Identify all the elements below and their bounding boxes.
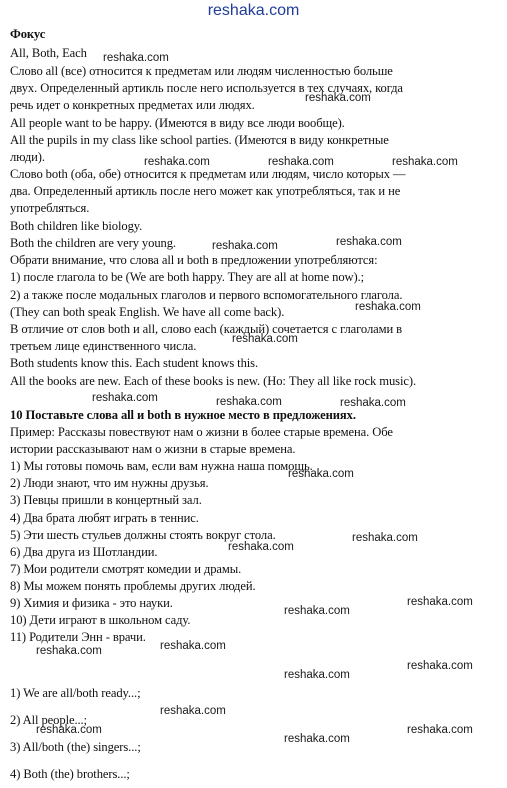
watermark-text: reshaka.com	[160, 705, 226, 717]
exercise-item: 9) Химия и физика - это науки.	[10, 596, 173, 610]
focus-line: (They can both speak English. We have all come back).	[10, 305, 285, 319]
focus-line: речь идет о конкретных предметах или людях.	[10, 98, 255, 112]
exercise-item: 10) Дети играют в школьном саду.	[10, 613, 191, 627]
watermark-text: reshaka.com	[144, 156, 210, 168]
answer-line: 3) All/both (the) singers...;	[10, 740, 141, 754]
exercise-item: 4) Два брата любят играть в теннис.	[10, 511, 199, 525]
answer-line: 4) Both (the) brothers...;	[10, 767, 130, 781]
focus-line: Обрати внимание, что слова all и both в предложении употребляются:	[10, 253, 378, 267]
watermark-text: reshaka.com	[216, 396, 282, 408]
focus-line: Both the children are very young.	[10, 236, 176, 250]
watermark-text: reshaka.com	[392, 156, 458, 168]
focus-line: 2) а также после модальных глаголов и первого вспомогательного глагола.	[10, 288, 403, 302]
exercise-example: Пример: Рассказы повествуют нам о жизни в более старые времена. Обе	[10, 425, 393, 439]
focus-line: 1) после глагола to be (We are both happy. They are all at home now).;	[10, 270, 365, 284]
watermark-text: reshaka.com	[305, 92, 371, 104]
watermark-text: reshaka.com	[160, 640, 226, 652]
focus-line: люди).	[10, 150, 45, 164]
exercise-item: 8) Мы можем понять проблемы других людей.	[10, 579, 256, 593]
watermark-text: reshaka.com	[92, 392, 158, 404]
focus-line: В отличие от слов both и all, слово each (каждый) сочетается с глаголами в	[10, 322, 403, 336]
focus-line: два. Определенный артикль после него может как употребляться, так и не	[10, 184, 401, 198]
watermark-text: reshaka.com	[268, 156, 334, 168]
focus-line: употребляться.	[10, 201, 90, 215]
focus-line: Both children like biology.	[10, 219, 143, 233]
watermark-text: reshaka.com	[36, 724, 102, 736]
watermark-text: reshaka.com	[340, 397, 406, 409]
watermark-text: reshaka.com	[407, 596, 473, 608]
focus-line: All people want to be happy. (Имеются в виду все люди вообще).	[10, 116, 345, 130]
watermark-text: reshaka.com	[284, 669, 350, 681]
watermark-text: reshaka.com	[355, 301, 421, 313]
focus-heading: Фокус	[10, 27, 46, 41]
exercise-item: 2) Люди знают, что им нужны друзья.	[10, 476, 209, 490]
watermark-text: reshaka.com	[352, 532, 418, 544]
exercise-item: 11) Родители Энн - врачи.	[10, 630, 146, 644]
watermark-text: reshaka.com	[212, 240, 278, 252]
site-watermark-top[interactable]: reshaka.com	[207, 2, 300, 19]
focus-subtitle: All, Both, Each	[10, 46, 87, 60]
watermark-text: reshaka.com	[407, 724, 473, 736]
watermark-text: reshaka.com	[284, 733, 350, 745]
watermark-text: reshaka.com	[36, 645, 102, 657]
exercise-example: истории рассказывают нам о жизни в старые времена.	[10, 442, 296, 456]
answer-line: 2) All people...;	[10, 713, 87, 727]
focus-line: Слово both (оба, обе) относится к предметам или людям, число которых —	[10, 167, 406, 181]
exercise-item: 6) Два друга из Шотландии.	[10, 545, 158, 559]
watermark-text: reshaka.com	[284, 605, 350, 617]
exercise-title: 10 Поставьте слова all и both в нужное место в предложениях.	[10, 408, 356, 422]
watermark-text: reshaka.com	[407, 660, 473, 672]
exercise-item: 1) Мы готовы помочь вам, если вам нужна наша помощь.	[10, 459, 313, 473]
focus-line: All the pupils in my class like school parties. (Имеются в виду конкретные	[10, 133, 389, 147]
focus-line: All the books are new. Each of these books is new. (Но: They all like rock music).	[10, 374, 416, 388]
watermark-text: reshaka.com	[228, 541, 294, 553]
focus-line: третьем лице единственного числа.	[10, 339, 197, 353]
focus-line: Слово all (все) относится к предметам или людям численностью больше	[10, 64, 393, 78]
exercise-item: 7) Мои родители смотрят комедии и драмы.	[10, 562, 242, 576]
watermark-text: reshaka.com	[288, 468, 354, 480]
answer-line: 1) We are all/both ready...;	[10, 686, 141, 700]
exercise-item: 5) Эти шесть стульев должны стоять вокруг стола.	[10, 528, 276, 542]
watermark-text: reshaka.com	[232, 333, 298, 345]
watermark-text: reshaka.com	[336, 236, 402, 248]
exercise-item: 3) Певцы пришли в концертный зал.	[10, 493, 202, 507]
focus-line: Both students know this. Each student knows this.	[10, 356, 259, 370]
focus-line: двух. Определенный артикль после него используется в тех случаях, когда	[10, 81, 403, 95]
watermark-text: reshaka.com	[103, 52, 169, 64]
